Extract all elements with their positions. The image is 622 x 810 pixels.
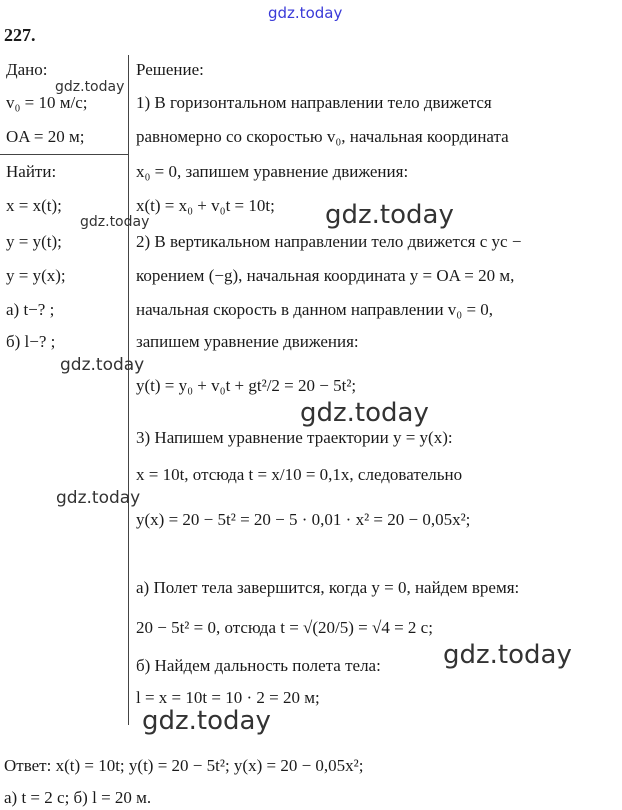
solution-line: 20 − 5t² = 0, отсюда t = √(20/5) = √4 = 2 с; (136, 618, 433, 637)
solution-line: 2) В вертикальном направлении тело движется с ус − (136, 232, 522, 251)
watermark: gdz.today (55, 79, 125, 95)
solution-line: а) Полет тела завершится, когда y = 0, найдем время: (136, 578, 520, 597)
answer-line: Ответ: x(t) = 10t; y(t) = 20 − 5t²; y(x) = 20 − 0,05x²; (4, 756, 364, 775)
find-item: а) t−? ; (6, 300, 55, 319)
solution-line: x(t) = x₀ + v₀t = 10t; (136, 196, 275, 215)
find-item: б) l−? ; (6, 332, 56, 351)
given-height: OA = 20 м; (6, 127, 85, 146)
watermark: gdz.today (80, 214, 150, 230)
problem-number: 227. (4, 25, 36, 45)
given-speed: v₀ = 10 м/с; (6, 93, 88, 112)
given-find-divider (0, 154, 128, 155)
find-item: y = y(t); (6, 232, 62, 251)
watermark: gdz.today (60, 355, 145, 375)
watermark: gdz.today (325, 200, 454, 230)
watermark: gdz.today (142, 706, 271, 736)
solution-label: Решение: (136, 60, 204, 79)
solution-line: 3) Напишем уравнение траектории y = y(x): (136, 428, 453, 447)
solution-line: l = x = 10t = 10 · 2 = 20 м; (136, 688, 320, 707)
watermark-top: gdz.today (268, 4, 343, 22)
solution-line: корением (−g), начальная координата y = OA = 20 м, (136, 266, 515, 285)
solution-line: x₀ = 0, запишем уравнение движения: (136, 162, 409, 181)
solution-line: x = 10t, отсюда t = x/10 = 0,1x, следовательно (136, 465, 463, 484)
find-item: y = y(x); (6, 266, 66, 285)
answer-line: а) t = 2 с; б) l = 20 м. (4, 788, 152, 807)
watermark: gdz.today (443, 640, 572, 670)
solution-formula: y(t) = y₀ + v₀t + gt²/2 = 20 − 5t²; (136, 376, 357, 395)
solution-line: равномерно со скоростью v₀, начальная координата (136, 127, 509, 146)
watermark: gdz.today (300, 398, 429, 428)
solution-line: запишем уравнение движения: (136, 332, 359, 351)
given-label: Дано: (6, 60, 48, 79)
find-item: x = x(t); (6, 196, 62, 215)
find-label: Найти: (6, 162, 57, 181)
watermark: gdz.today (56, 488, 141, 508)
solution-line: начальная скорость в данном направлении v₀ = 0, (136, 300, 494, 319)
column-divider (128, 55, 129, 725)
solution-formula: y(x) = 20 − 5t² = 20 − 5 · 0,01 · x² = 20 − 0,05x²; (136, 510, 471, 529)
solution-line: б) Найдем дальность полета тела: (136, 656, 381, 675)
solution-line: 1) В горизонтальном направлении тело движется (136, 93, 492, 112)
